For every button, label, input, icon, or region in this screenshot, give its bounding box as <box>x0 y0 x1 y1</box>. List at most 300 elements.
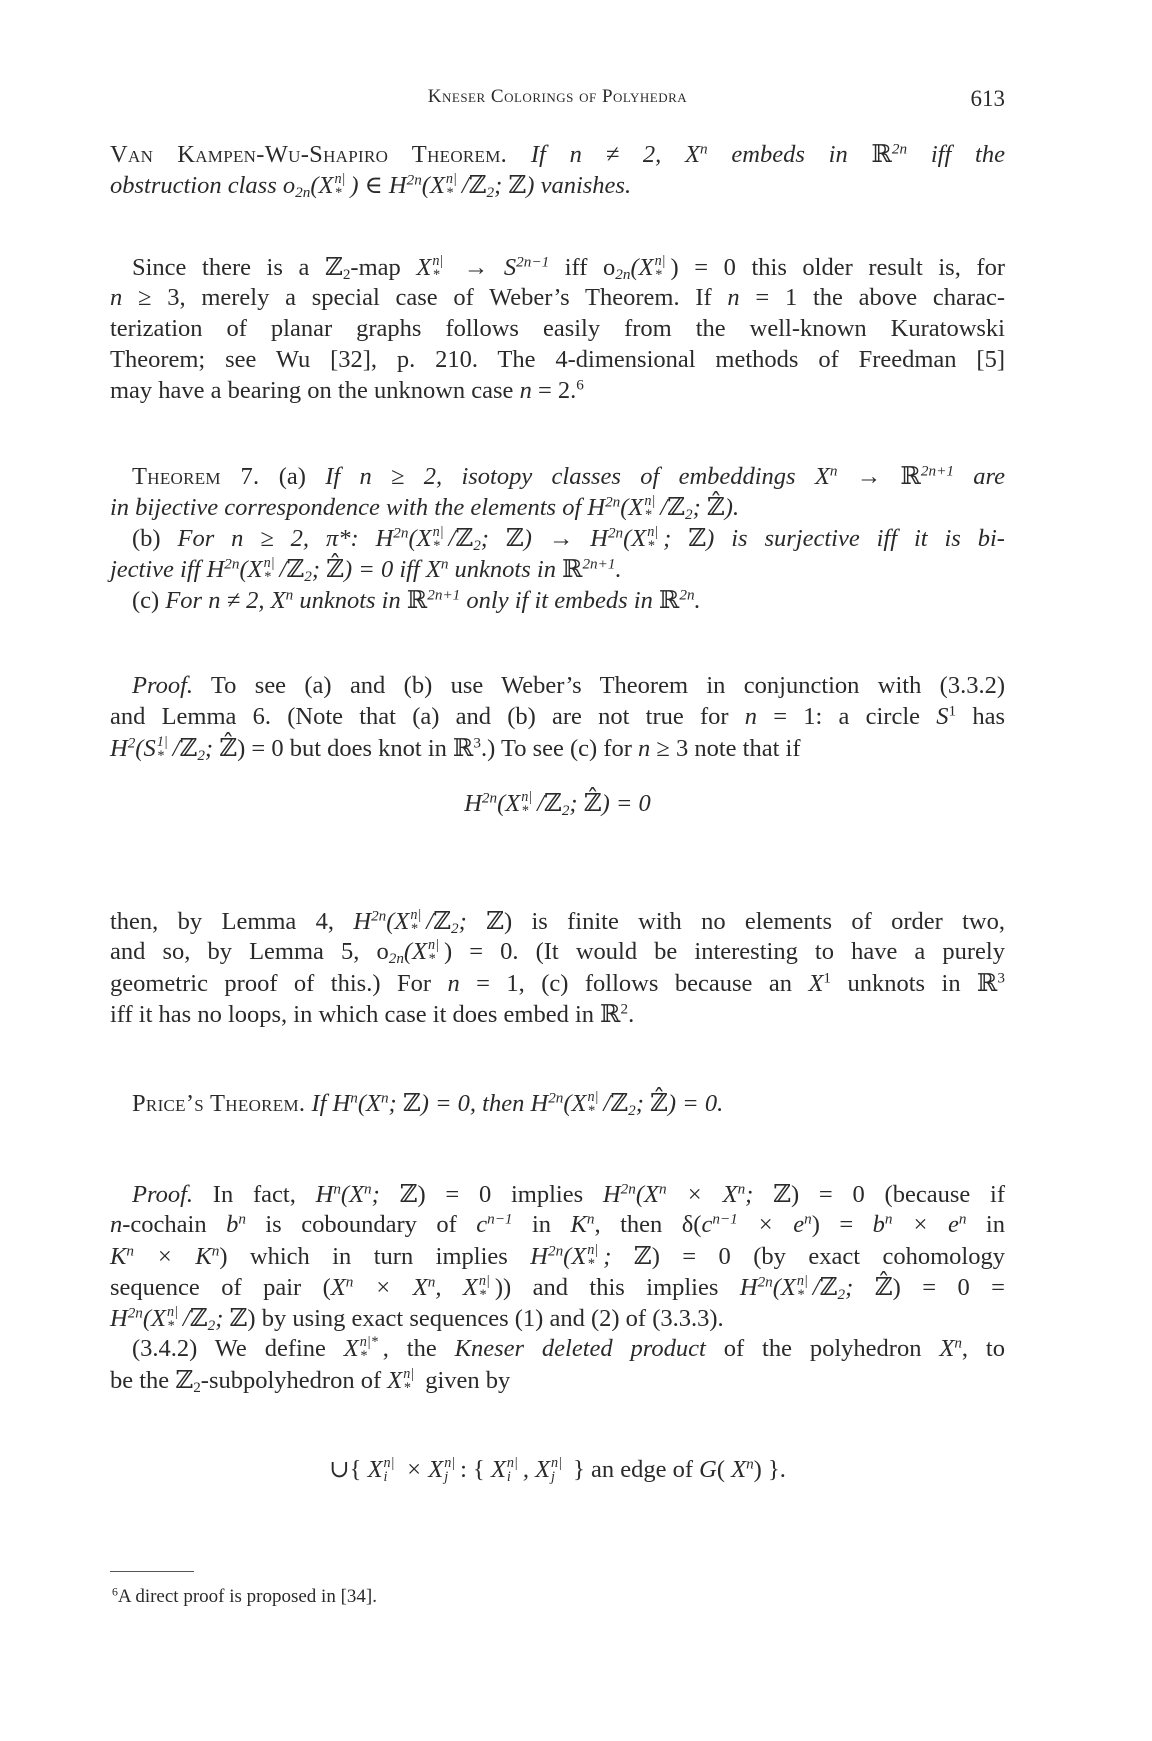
math-italic: only if it embeds in <box>460 587 659 614</box>
math-italic: unknots in <box>293 587 407 614</box>
text-line <box>110 701 1005 733</box>
subscript: 2 <box>304 567 312 585</box>
text-run: In fact, <box>193 1181 316 1208</box>
text-line <box>110 1333 1005 1365</box>
superscript: n <box>829 462 838 480</box>
math-italic: are <box>953 463 1005 490</box>
math-italic: S <box>936 703 949 730</box>
blackboard-symbol: ℤ <box>610 1088 629 1117</box>
superscript: 2 <box>127 734 136 752</box>
text-run: , then δ( <box>594 1211 702 1238</box>
theorem-7 <box>110 460 1005 493</box>
sup-sub-script: n|* <box>428 937 440 967</box>
math-italic: n <box>447 970 460 997</box>
text-run: ) is finite with no elements of order two, <box>503 908 1005 935</box>
text-run: ) }. <box>753 1456 786 1483</box>
subscript: 2 <box>450 919 459 937</box>
math-italic: ; <box>494 172 509 199</box>
blackboard-symbol: ℤ̂ <box>650 1088 668 1117</box>
math-italic: H <box>315 1181 334 1208</box>
math-italic: ; <box>371 1181 400 1208</box>
superscript: n <box>746 1455 754 1473</box>
running-head <box>110 86 1005 116</box>
text-run: )) and this implies <box>494 1274 740 1301</box>
superscript: 2n <box>891 140 908 158</box>
text-line <box>110 1240 1005 1273</box>
math-italic: ; <box>603 1243 634 1270</box>
text-run <box>507 141 531 168</box>
text-line <box>110 375 1005 407</box>
math-italic: (X <box>142 1305 167 1332</box>
text-run: (3.4.2) We define <box>132 1335 344 1362</box>
math-italic: embeds in <box>707 141 872 168</box>
text-run: ) = 0 implies <box>417 1181 603 1208</box>
math-italic: ; <box>204 735 220 762</box>
blackboard-symbol: ℤ̂ <box>326 554 344 583</box>
text-line <box>110 936 1005 968</box>
superscript: 2n <box>757 1273 773 1291</box>
proof-paragraph <box>110 670 1005 702</box>
text-run: then, by Lemma 4, <box>110 908 354 935</box>
blackboard-symbol: ℤ <box>543 788 562 817</box>
blackboard-symbol: ℤ <box>819 1272 838 1301</box>
math-italic: ; <box>480 525 506 552</box>
math-italic: (X <box>357 1090 381 1117</box>
math-italic: ) = 0, then H <box>420 1090 549 1117</box>
text-run: is coboundary of <box>245 1211 477 1238</box>
blackboard-symbol: ℤ <box>667 492 685 521</box>
superscript: 2n <box>371 907 387 925</box>
sup-sub-script: n|* <box>432 253 444 283</box>
superscript: 2n+1 <box>582 555 616 573</box>
blackboard-symbol: ℤ <box>455 523 474 552</box>
math-italic: X <box>343 1335 359 1362</box>
text-run: Theorem; see Wu [32], p. 210. The 4-dimensional methods of Freedman [5] <box>110 346 1005 373</box>
math-italic: × e <box>892 1211 959 1238</box>
superscript: n <box>440 555 449 573</box>
running-title: Kneser Colorings of Polyhedra <box>427 86 688 107</box>
text-run: (a) <box>259 463 326 490</box>
math-italic: ; <box>663 525 689 552</box>
sup-sub-script: n|j <box>444 1455 456 1485</box>
math-italic: X <box>731 1456 747 1483</box>
superscript: n <box>364 1180 372 1198</box>
superscript: n <box>586 1210 595 1228</box>
math-italic: X <box>490 1456 506 1483</box>
text-run: and Lemma 6. (Note that (a) and (b) are not true for <box>110 703 745 730</box>
math-italic: n <box>727 284 740 311</box>
subscript: 2 <box>561 801 570 819</box>
footnote-marker: 6 <box>112 1585 118 1599</box>
footnote <box>112 1585 377 1609</box>
math-italic: X <box>808 970 824 997</box>
text-line <box>110 522 1005 555</box>
math-italic: / <box>279 556 287 583</box>
superscript: n <box>126 1242 134 1260</box>
math-italic: (X <box>408 525 432 552</box>
superscript: n <box>700 140 708 158</box>
math-italic: / <box>603 1090 611 1117</box>
superscript: n <box>884 1210 893 1228</box>
superscript: n <box>211 1242 220 1260</box>
math-italic: (X <box>630 254 654 281</box>
blackboard-symbol: ℤ <box>324 252 343 281</box>
blackboard-symbol: ℤ <box>179 733 198 762</box>
blackboard-symbol: ℤ <box>633 1241 652 1270</box>
superscript: n−1 <box>487 1210 513 1228</box>
math-italic: (X <box>772 1274 796 1301</box>
math-italic: ) ∈ H <box>350 172 407 199</box>
math-italic: H <box>602 1181 621 1208</box>
text-run: Since there is a <box>132 254 325 281</box>
subscript: 2 <box>207 1316 216 1334</box>
text-line <box>110 344 1005 376</box>
superscript: 2n+1 <box>920 462 954 480</box>
superscript: 3 <box>473 734 482 752</box>
math-italic: n <box>110 1211 123 1238</box>
text-run: iff o <box>549 254 616 281</box>
text-run: in <box>512 1211 571 1238</box>
math-italic: / <box>448 525 456 552</box>
math-italic: n <box>110 284 123 311</box>
text-run: geometric proof of this.) For <box>110 970 448 997</box>
math-italic: . <box>694 587 701 614</box>
subscript: 2n <box>388 949 404 967</box>
small-caps-heading: Theorem 7. <box>132 463 260 490</box>
math-italic: X <box>330 1274 346 1301</box>
math-italic: / <box>426 908 434 935</box>
math-italic: ; <box>458 908 487 935</box>
superscript: 6 <box>576 376 584 394</box>
math-italic: n <box>638 735 651 762</box>
math-italic: / <box>660 494 668 521</box>
sup-sub-script: n|* <box>587 1089 599 1119</box>
superscript: n <box>954 1334 962 1352</box>
text-run: , to <box>961 1335 1005 1362</box>
blackboard-symbol: ℤ <box>402 1088 421 1117</box>
sup-sub-script: n|* <box>796 1273 808 1303</box>
text-run: given by <box>419 1367 511 1394</box>
math-italic: / <box>537 790 544 817</box>
subscript: 2n <box>615 265 631 283</box>
superscript: 2n <box>406 171 422 189</box>
superscript: 2n <box>548 1089 564 1107</box>
sup-sub-script: n|i <box>506 1455 518 1485</box>
superscript: n <box>380 1089 389 1107</box>
text-line <box>110 553 1005 586</box>
text-line <box>110 967 1005 1000</box>
text-run: .) To see (c) for <box>481 735 639 762</box>
math-italic: n <box>519 377 532 404</box>
math-italic: , X <box>522 1456 551 1483</box>
sup-sub-script: n|* <box>478 1273 490 1303</box>
math-italic: × X <box>666 1181 738 1208</box>
math-italic: × K <box>133 1243 212 1270</box>
math-italic: (X <box>340 1181 365 1208</box>
math-italic: → <box>837 463 901 490</box>
sup-sub-script: 1|* <box>156 734 168 764</box>
math-italic: (X <box>239 556 263 583</box>
sup-sub-script: n|* <box>654 253 666 283</box>
sup-sub-script: n|* <box>445 171 457 201</box>
text-line <box>110 1302 1005 1335</box>
blackboard-symbol: ℤ <box>433 906 451 935</box>
math-italic: H <box>530 1243 548 1270</box>
text-run: ( <box>716 1456 732 1483</box>
sup-sub-script: n|* <box>403 1366 415 1396</box>
subscript: 2n <box>295 183 311 201</box>
text-run: ) = 0 = <box>892 1274 1005 1301</box>
theorem-statement <box>110 138 1005 171</box>
text-line <box>110 998 1005 1031</box>
math-italic: X <box>367 1456 383 1483</box>
sup-sub-script: n|* <box>521 789 533 819</box>
text-run: iff it has no loops, in which case it does embed in <box>110 1001 601 1028</box>
blackboard-symbol: ℝ <box>871 139 892 168</box>
math-italic: Proof. <box>132 672 194 699</box>
blackboard-symbol: ℝ <box>658 585 680 614</box>
sup-sub-script: n|** <box>359 1334 378 1364</box>
sup-sub-script: n|* <box>644 493 656 523</box>
math-italic: (X <box>421 172 445 199</box>
math-italic: obstruction class o <box>110 172 296 199</box>
math-italic: / <box>812 1274 820 1301</box>
sup-sub-script: n|* <box>432 524 444 554</box>
text-run: = 2. <box>531 377 577 404</box>
math-italic: ) = 0. <box>667 1090 724 1117</box>
superscript: 1 <box>823 969 831 987</box>
blackboard-symbol: ℤ̂ <box>874 1272 893 1301</box>
display-equation <box>110 1454 1005 1486</box>
text-run: -map <box>350 254 417 281</box>
text-run: ) = 0. (It would be interesting to have a purely <box>443 938 1005 965</box>
math-italic: (X <box>623 525 647 552</box>
text-run: ≥ 3, merely a special case of Weber’s Theorem. If <box>122 284 728 311</box>
math-italic: H <box>110 1305 128 1332</box>
math-italic: ) is surjective iff it is bi- <box>706 525 1005 552</box>
math-italic: (X <box>635 1181 659 1208</box>
superscript: n <box>427 1273 436 1291</box>
text-run: (c) <box>132 587 166 614</box>
superscript: 2n <box>547 1242 564 1260</box>
superscript: n <box>350 1089 358 1107</box>
footnote-rule <box>110 1571 194 1572</box>
blackboard-symbol: ℝ <box>600 999 621 1028</box>
text-run: terization of planar graphs follows easily from the well-known Kuratowski <box>110 315 1005 342</box>
small-caps-heading: Price’s Theorem. <box>132 1090 306 1117</box>
text-run: ∪{ <box>329 1456 368 1483</box>
text-run: (b) <box>132 525 178 552</box>
text-run: sequence of pair ( <box>110 1274 331 1301</box>
text-run: ) by using exact sequences (1) and (2) of (3.3.3). <box>247 1305 724 1332</box>
math-italic: (X <box>310 172 334 199</box>
text-line <box>110 584 1005 617</box>
blackboard-symbol: ℤ <box>468 170 487 199</box>
text-run: -cochain <box>122 1211 227 1238</box>
text-run: = 1, (c) follows because an <box>459 970 809 997</box>
blackboard-symbol: ℝ <box>562 554 583 583</box>
blackboard-symbol: ℤ <box>229 1303 248 1332</box>
blackboard-symbol: ℤ <box>508 170 527 199</box>
math-italic: b <box>872 1211 885 1238</box>
superscript: n−1 <box>712 1210 738 1228</box>
text-run: ) = 0 (because if <box>791 1181 1005 1208</box>
sup-sub-script: n|* <box>334 171 346 201</box>
superscript: 2 <box>620 1000 629 1018</box>
math-italic: / <box>172 735 180 762</box>
math-italic: If n ≥ 2, isotopy classes of embeddings X <box>325 463 830 490</box>
sup-sub-script: n|* <box>410 907 422 937</box>
text-run: → <box>448 254 504 281</box>
math-italic: ; <box>388 1090 403 1117</box>
blackboard-symbol: ℤ <box>175 1365 194 1394</box>
text-line <box>110 282 1005 314</box>
text-run: ) = <box>811 1211 873 1238</box>
math-italic: X <box>387 1367 403 1394</box>
superscript: 2n <box>605 493 621 511</box>
blackboard-symbol: ℝ <box>977 968 998 997</box>
math-italic: ; <box>692 494 707 521</box>
blackboard-symbol: ℤ <box>486 906 504 935</box>
math-italic: G <box>699 1456 717 1483</box>
math-italic: ; <box>745 1181 774 1208</box>
superscript: n <box>804 1210 812 1228</box>
text-line <box>110 313 1005 345</box>
superscript: 2n <box>127 1304 143 1322</box>
sup-sub-script: n|j <box>551 1455 563 1485</box>
math-italic: c <box>476 1211 488 1238</box>
blackboard-symbol: ℝ <box>453 733 474 762</box>
text-run: ≥ 3 note that if <box>650 735 801 762</box>
math-italic: K <box>110 1243 127 1270</box>
math-italic: K <box>570 1211 587 1238</box>
math-italic: jective iff H <box>110 556 225 583</box>
superscript: n <box>658 1180 667 1198</box>
display-equation <box>110 787 1005 820</box>
math-italic: (X <box>563 1090 587 1117</box>
math-italic: (S <box>135 735 156 762</box>
superscript: n <box>333 1180 341 1198</box>
math-italic: ) = 0 <box>601 790 651 817</box>
text-run: ) = 0 but does knot in <box>237 735 454 762</box>
text-run: -subpolyhedron of <box>200 1367 388 1394</box>
subscript: 2 <box>197 746 205 764</box>
text-line <box>110 1209 1005 1241</box>
blackboard-symbol: ℤ <box>688 523 707 552</box>
math-italic: H <box>464 790 482 817</box>
text-run: ) which in turn implies <box>219 1243 531 1270</box>
superscript: 2n <box>607 524 624 542</box>
math-italic: × X <box>353 1274 428 1301</box>
math-italic: Proof. <box>132 1181 194 1208</box>
text-run: in <box>966 1211 1005 1238</box>
math-italic: b <box>226 1211 239 1238</box>
math-italic: For n ≠ 2, X <box>165 587 286 614</box>
text-line <box>110 169 1005 202</box>
small-caps-heading: Van Kampen-Wu-Shapiro Theorem. <box>110 141 508 168</box>
math-italic: H <box>739 1274 758 1301</box>
blackboard-symbol: ℤ <box>286 554 305 583</box>
math-italic: unknots in <box>448 556 563 583</box>
page-number: 613 <box>970 86 1005 111</box>
math-italic: c <box>701 1211 713 1238</box>
text-line <box>110 491 1005 524</box>
math-italic: ; <box>569 790 584 817</box>
math-italic: X <box>416 254 432 281</box>
math-italic: ; <box>635 1090 650 1117</box>
math-italic: × X <box>399 1456 444 1483</box>
math-italic: H <box>110 735 128 762</box>
paragraph <box>110 251 1005 284</box>
footnote-text: A direct proof is proposed in [34]. <box>117 1586 377 1607</box>
superscript: n <box>345 1273 354 1291</box>
math-italic: ) = 0 iff X <box>344 556 441 583</box>
math-italic: (X <box>403 938 428 965</box>
text-run: : { <box>460 1456 491 1483</box>
text-run: be the <box>110 1367 176 1394</box>
text-run: } an edge of <box>566 1456 700 1483</box>
blackboard-symbol: ℤ <box>505 523 524 552</box>
subscript: 2 <box>193 1378 201 1396</box>
text-run: may have a bearing on the unknown case <box>110 377 520 404</box>
blackboard-symbol: ℤ <box>399 1179 418 1208</box>
superscript: n <box>285 586 294 604</box>
math-italic: (X <box>497 790 521 817</box>
text-line <box>110 1271 1005 1304</box>
superscript: 2n+1 <box>427 586 461 604</box>
subscript: 2 <box>837 1285 846 1303</box>
blackboard-symbol: ℝ <box>406 585 428 614</box>
superscript: 1 <box>948 702 957 720</box>
superscript: 2n <box>679 586 695 604</box>
math-italic: (X <box>386 908 410 935</box>
math-italic: × e <box>737 1211 805 1238</box>
superscript: 3 <box>997 969 1005 987</box>
math-italic: ). <box>724 494 740 521</box>
math-italic: in bijective correspondence with the elements of H <box>110 494 606 521</box>
text-run: unknots in <box>831 970 978 997</box>
blackboard-symbol: ℤ̂ <box>583 788 602 817</box>
sup-sub-script: n|* <box>647 524 659 554</box>
superscript: 2n <box>393 524 409 542</box>
blackboard-symbol: ℤ <box>189 1303 208 1332</box>
blackboard-symbol: ℤ̂ <box>219 733 238 762</box>
subscript: 2 <box>473 536 481 554</box>
text-run: , the <box>382 1335 455 1362</box>
superscript: n <box>958 1210 967 1228</box>
text-line <box>110 732 1005 765</box>
text-run: To see (a) and (b) use Weber’s Theorem in conjunction with (3.3.2) <box>193 672 1005 699</box>
blackboard-symbol: ℝ <box>900 461 921 490</box>
text-run: and so, by Lemma 5, o <box>110 938 389 965</box>
text-run: has <box>956 703 1005 730</box>
superscript: n <box>238 1210 246 1228</box>
subscript: 2 <box>486 183 495 201</box>
blackboard-symbol: ℤ̂ <box>706 492 725 521</box>
superscript: 2n <box>620 1180 636 1198</box>
math-italic: H <box>353 908 372 935</box>
subscript: 2 <box>685 505 693 523</box>
math-italic: ; <box>311 556 327 583</box>
text-run: = 1 the above charac- <box>739 284 1005 311</box>
price-theorem <box>110 1087 1005 1120</box>
math-italic: Kneser deleted product <box>454 1335 706 1362</box>
math-italic: / <box>182 1305 190 1332</box>
subscript: 2 <box>628 1101 636 1119</box>
sup-sub-script: n|* <box>263 555 275 585</box>
subscript: 2 <box>342 265 351 283</box>
superscript: 2n−1 <box>516 253 550 271</box>
